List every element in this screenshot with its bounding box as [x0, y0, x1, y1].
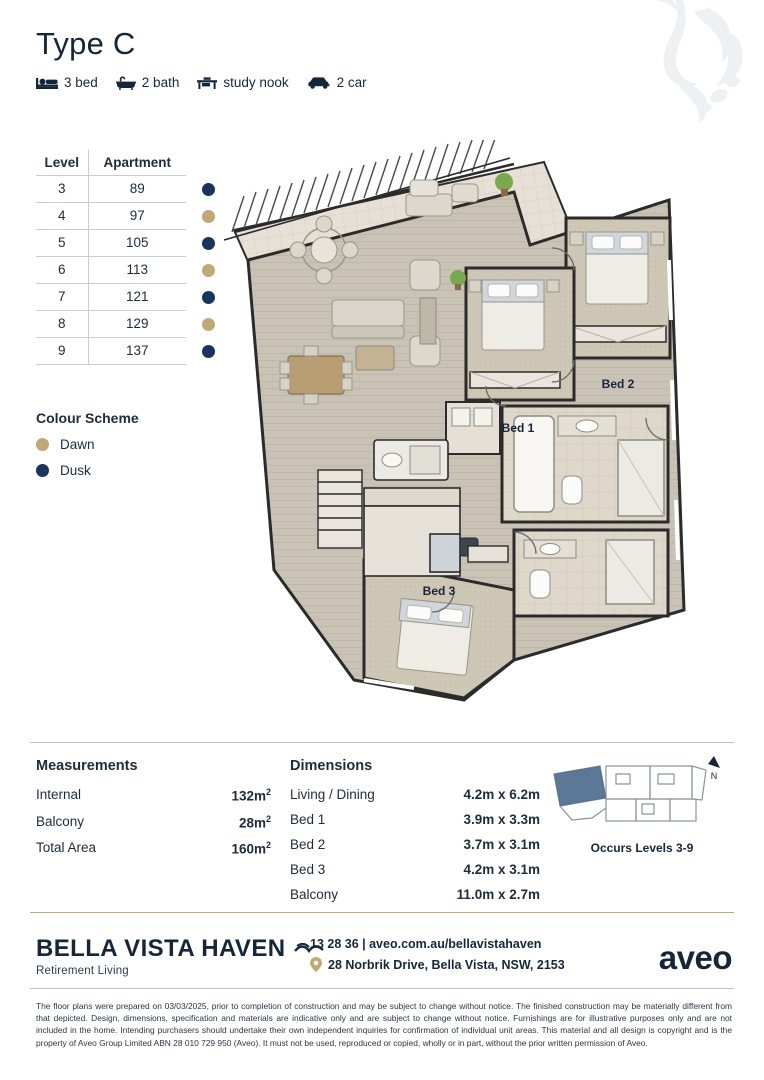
- dimension-label: Living / Dining: [290, 787, 375, 802]
- legend-item-dawn: [36, 437, 139, 452]
- measurements-block: [36, 758, 271, 867]
- dimension-value: 11.0m x 2.7m: [456, 887, 540, 902]
- measurement-value: [231, 787, 271, 804]
- dimension-label: Bed 1: [290, 812, 326, 827]
- cell-apartment: 129: [88, 311, 186, 338]
- table-row: [36, 338, 231, 365]
- table-row: [36, 257, 231, 284]
- measurement-unit: 2: [265, 840, 271, 850]
- measurement-number: 160m: [231, 841, 266, 857]
- dimension-value: 3.7m x 3.1m: [463, 837, 540, 852]
- legend-label-dusk: Dusk: [60, 463, 91, 478]
- spec-bath-label: 2 bath: [141, 75, 180, 90]
- table-row: [36, 203, 231, 230]
- room-label-bed2: Bed 2: [601, 377, 635, 391]
- level-apartment-table: [36, 150, 231, 365]
- cell-apartment: 121: [88, 284, 186, 311]
- page-title: Type C: [36, 26, 136, 61]
- measurement-unit: 2: [265, 787, 271, 797]
- desk-icon: [197, 76, 217, 90]
- measurement-row-internal: [36, 787, 271, 804]
- cell-apartment: 105: [88, 230, 186, 257]
- measurement-row-balcony: [36, 814, 271, 831]
- dimensions-block: [290, 758, 540, 912]
- brand-tagline: Retirement Living: [36, 965, 129, 977]
- col-level: Level: [36, 150, 88, 176]
- table-header-row: [36, 150, 231, 176]
- floor-plan-svg: [214, 140, 734, 720]
- dimension-value: 4.2m x 6.2m: [463, 787, 540, 802]
- cell-level: 8: [36, 311, 88, 338]
- dimension-row-balcony: [290, 887, 540, 902]
- footer: [0, 925, 764, 985]
- room-label-bed3: Bed 3: [422, 584, 456, 598]
- cell-apartment: 89: [88, 176, 186, 203]
- measurement-label: Balcony: [36, 813, 85, 829]
- spec-bed: [36, 75, 98, 90]
- spec-study: [197, 75, 288, 90]
- spec-bed-label: 3 bed: [64, 75, 98, 90]
- bath-icon: [116, 76, 136, 90]
- dimensions-heading: Dimensions: [290, 758, 373, 774]
- measurement-number: 28m: [238, 815, 266, 830]
- disclaimer-text: The floor plans were prepared on 03/03/2025, prior to completion of construction and may be subject to change without notice. The finished construction may be materially different from that depicted. Design, dimensions, specification and materials are indicative only and are subject to change without notice. Furnishings are for illustrative purposes only and are not included in the home. Intending purchasers should undertake their own independent inquiries for confirmation of individual unit areas. This material and all design is copyright and is the property of Aveo Group Limited ABN 28 010 729 950 (Aveo). It must not be used, reproduced or copied, wholly or in part, without the prior written permission of Aveo.: [36, 1001, 732, 1048]
- measurement-label: Internal: [36, 787, 82, 802]
- dimension-label: Bed 2: [290, 837, 326, 852]
- north-arrow-icon: [708, 756, 720, 768]
- contact-address: 28 Norbrik Drive, Bella Vista, NSW, 2153: [328, 957, 565, 972]
- divider-gold: [30, 912, 734, 913]
- spec-car-label: 2 car: [336, 75, 367, 90]
- room-label-bed1: Bed 1: [501, 421, 535, 435]
- measurement-value: [231, 840, 271, 857]
- col-apartment: Apartment: [88, 150, 186, 176]
- legend-item-dusk: [36, 463, 139, 478]
- north-label: N: [710, 771, 718, 781]
- table-row: [36, 311, 231, 338]
- measurement-value: [239, 814, 271, 831]
- table-row: [36, 284, 231, 311]
- brand-block: [36, 935, 324, 977]
- measurement-unit: 2: [265, 813, 271, 824]
- dimension-row-living: [290, 787, 540, 802]
- cell-level: 9: [36, 338, 88, 365]
- plan-header: [36, 26, 367, 90]
- contact-block: [310, 937, 565, 972]
- colour-scheme-heading: Colour Scheme: [36, 410, 139, 426]
- cell-level: 6: [36, 257, 88, 284]
- aveo-logo: aveo: [658, 939, 732, 976]
- map-pin-icon: [310, 957, 322, 972]
- site-plan-svg: [548, 752, 736, 830]
- measurement-number: 132m: [231, 788, 266, 804]
- contact-phone-web[interactable]: 13 28 36 | aveo.com.au/bellavistahaven: [310, 937, 542, 951]
- dimension-label: Bed 3: [290, 862, 326, 877]
- divider-top: [30, 742, 734, 743]
- table-row: [36, 176, 231, 203]
- cell-level: 3: [36, 176, 88, 203]
- measurements-heading: Measurements: [36, 758, 138, 774]
- dimension-row-bed3: [290, 862, 540, 877]
- bed-icon: [36, 76, 58, 90]
- spec-bath: [116, 75, 180, 90]
- legend-dot-dawn: [36, 438, 49, 451]
- spec-car: [307, 75, 367, 90]
- colour-scheme-legend: [36, 410, 139, 489]
- site-plan-caption: Occurs Levels 3-9: [590, 841, 694, 855]
- legend-dot-dusk: [36, 464, 49, 477]
- dimension-row-bed1: [290, 812, 540, 827]
- floor-plan: [214, 140, 734, 720]
- contact-address-row: [310, 957, 565, 972]
- cell-level: 5: [36, 230, 88, 257]
- dimension-label: Balcony: [290, 887, 339, 902]
- car-icon: [307, 76, 331, 90]
- highlighted-unit: [554, 766, 606, 806]
- divider-bottom: [30, 988, 734, 989]
- brand-name: BELLA VISTA HAVEN: [36, 935, 286, 962]
- dimension-value: 4.2m x 3.1m: [463, 862, 540, 877]
- dimension-value: 3.9m x 3.3m: [463, 812, 540, 827]
- brand-name-row: [36, 935, 324, 963]
- cell-apartment: 137: [88, 338, 186, 365]
- cell-apartment: 113: [88, 257, 186, 284]
- bird-watermark-icon: [584, 0, 754, 140]
- cell-apartment: 97: [88, 203, 186, 230]
- measurement-row-total: [36, 840, 271, 857]
- spec-study-label: study nook: [223, 75, 289, 90]
- cell-level: 4: [36, 203, 88, 230]
- legend-label-dawn: Dawn: [60, 437, 95, 452]
- dimension-row-bed2: [290, 837, 540, 852]
- site-plan: [548, 752, 736, 855]
- cell-level: 7: [36, 284, 88, 311]
- measurement-label: Total Area: [36, 840, 97, 855]
- spec-list: [36, 75, 367, 90]
- table-row: [36, 230, 231, 257]
